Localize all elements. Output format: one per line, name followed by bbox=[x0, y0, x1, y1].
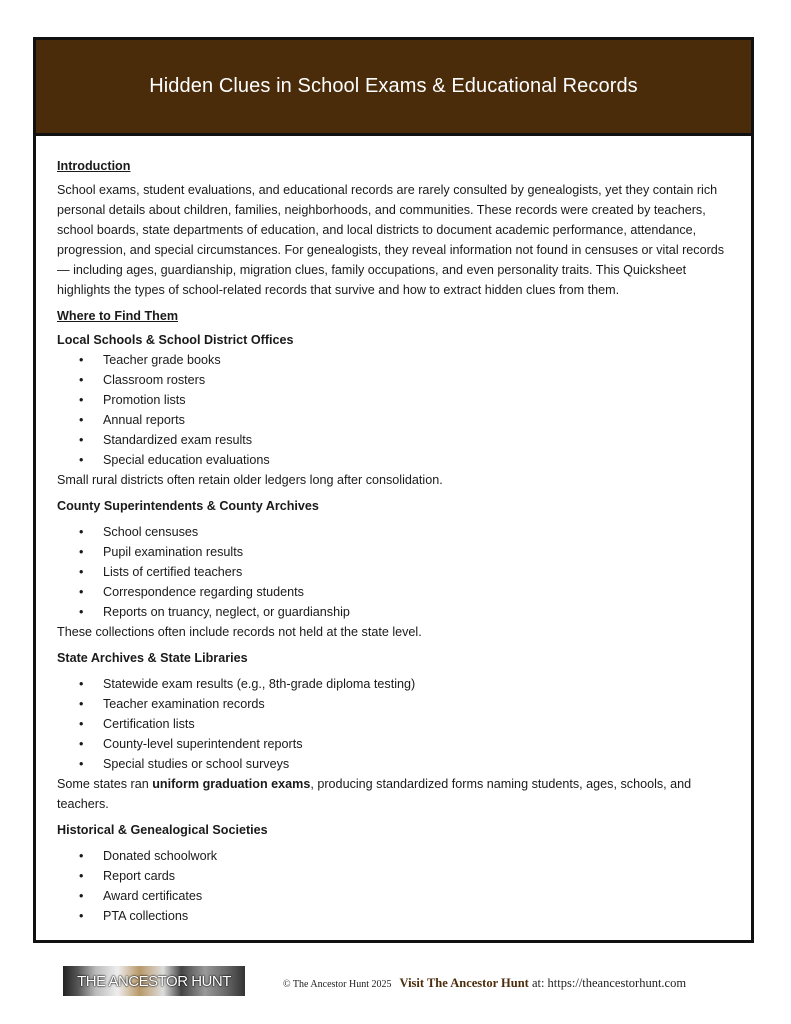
title-banner bbox=[36, 40, 751, 136]
list-item: • County-level superintendent reports bbox=[57, 734, 733, 754]
list-item: • Annual reports bbox=[57, 410, 733, 430]
site-url-link[interactable]: at: https://theancestorhunt.com bbox=[528, 976, 687, 990]
bullet-icon: • bbox=[79, 737, 84, 751]
bullet-icon: • bbox=[79, 353, 84, 367]
bullet-icon: • bbox=[79, 453, 84, 467]
list-item: • Correspondence regarding students bbox=[57, 582, 733, 602]
list-item: • Promotion lists bbox=[57, 390, 733, 410]
list-item: • PTA collections bbox=[57, 906, 733, 926]
section-note-local-schools: Small rural districts often retain older ledgers long after consolidation. bbox=[57, 473, 443, 487]
page-frame bbox=[33, 37, 754, 943]
footer bbox=[63, 966, 733, 996]
list-local-schools bbox=[57, 350, 733, 470]
list-item: • Teacher grade books bbox=[57, 350, 733, 370]
footer-text bbox=[283, 974, 686, 992]
visit-link[interactable]: Visit The Ancestor Hunt bbox=[399, 976, 529, 990]
bullet-icon: • bbox=[79, 757, 84, 771]
bullet-icon: • bbox=[79, 545, 84, 559]
list-item: • Teacher examination records bbox=[57, 694, 733, 714]
list-item: • Standardized exam results bbox=[57, 430, 733, 450]
bullet-icon: • bbox=[79, 393, 84, 407]
introduction-heading: Introduction bbox=[57, 159, 131, 173]
list-item: • Special studies or school surveys bbox=[57, 754, 733, 774]
section-note-state: Some states ran uniform graduation exams, producing standardized forms naming students, ages, schools, and teachers. bbox=[57, 777, 692, 811]
bullet-icon: • bbox=[79, 869, 84, 883]
list-item: • Pupil examination results bbox=[57, 542, 733, 562]
bullet-icon: • bbox=[79, 525, 84, 539]
list-item: • Classroom rosters bbox=[57, 370, 733, 390]
bullet-icon: • bbox=[79, 677, 84, 691]
list-state bbox=[57, 674, 733, 774]
list-item: • Report cards bbox=[57, 866, 733, 886]
list-item: • Lists of certified teachers bbox=[57, 562, 733, 582]
section-note-county: These collections often include records not held at the state level. bbox=[57, 625, 422, 639]
bullet-icon: • bbox=[79, 605, 84, 619]
content bbox=[57, 156, 733, 926]
bullet-icon: • bbox=[79, 433, 84, 447]
bullet-icon: • bbox=[79, 889, 84, 903]
ancestor-hunt-logo[interactable] bbox=[63, 966, 245, 996]
bullet-icon: • bbox=[79, 373, 84, 387]
section-title-county: County Superintendents & County Archives bbox=[57, 499, 319, 513]
copyright-text: © The Ancestor Hunt 2025 bbox=[283, 979, 392, 990]
emphasis-uniform-exams: uniform graduation exams bbox=[152, 777, 311, 791]
list-item: • Statewide exam results (e.g., 8th-grade diploma testing) bbox=[57, 674, 733, 694]
section-title-societies: Historical & Genealogical Societies bbox=[57, 823, 268, 837]
introduction-body: School exams, student evaluations, and educational records are rarely consulted by genealogists, yet they contain rich personal details about children, families, neighborhoods, and communities. These records were created by teachers, school boards, state departments of education, and local districts to document academic performance, attendance, progression, and special circumstances. For genealogists, they reveal information not found in censuses or vital records — including ages, guardianship, migration clues, family occupations, and even personality traits. This Quicksheet highlights the types of school-related records that survive and how to extract hidden clues from them. bbox=[57, 183, 725, 297]
list-item: • Special education evaluations bbox=[57, 450, 733, 470]
list-item: • School censuses bbox=[57, 522, 733, 542]
section-title-local-schools: Local Schools & School District Offices bbox=[57, 333, 294, 347]
list-item: • Reports on truancy, neglect, or guardianship bbox=[57, 602, 733, 622]
where-heading: Where to Find Them bbox=[57, 309, 179, 323]
bullet-icon: • bbox=[79, 697, 84, 711]
list-item: • Certification lists bbox=[57, 714, 733, 734]
bullet-icon: • bbox=[79, 909, 84, 923]
logo-text: THE ANCESTOR HUNT bbox=[77, 972, 231, 990]
section-title-state: State Archives & State Libraries bbox=[57, 651, 248, 665]
bullet-icon: • bbox=[79, 717, 84, 731]
list-societies bbox=[57, 846, 733, 926]
list-county bbox=[57, 522, 733, 622]
bullet-icon: • bbox=[79, 585, 84, 599]
bullet-icon: • bbox=[79, 413, 84, 427]
page-title: Hidden Clues in School Exams & Educational Records bbox=[149, 75, 638, 97]
bullet-icon: • bbox=[79, 849, 84, 863]
list-item: • Donated schoolwork bbox=[57, 846, 733, 866]
bullet-icon: • bbox=[79, 565, 84, 579]
list-item: • Award certificates bbox=[57, 886, 733, 906]
